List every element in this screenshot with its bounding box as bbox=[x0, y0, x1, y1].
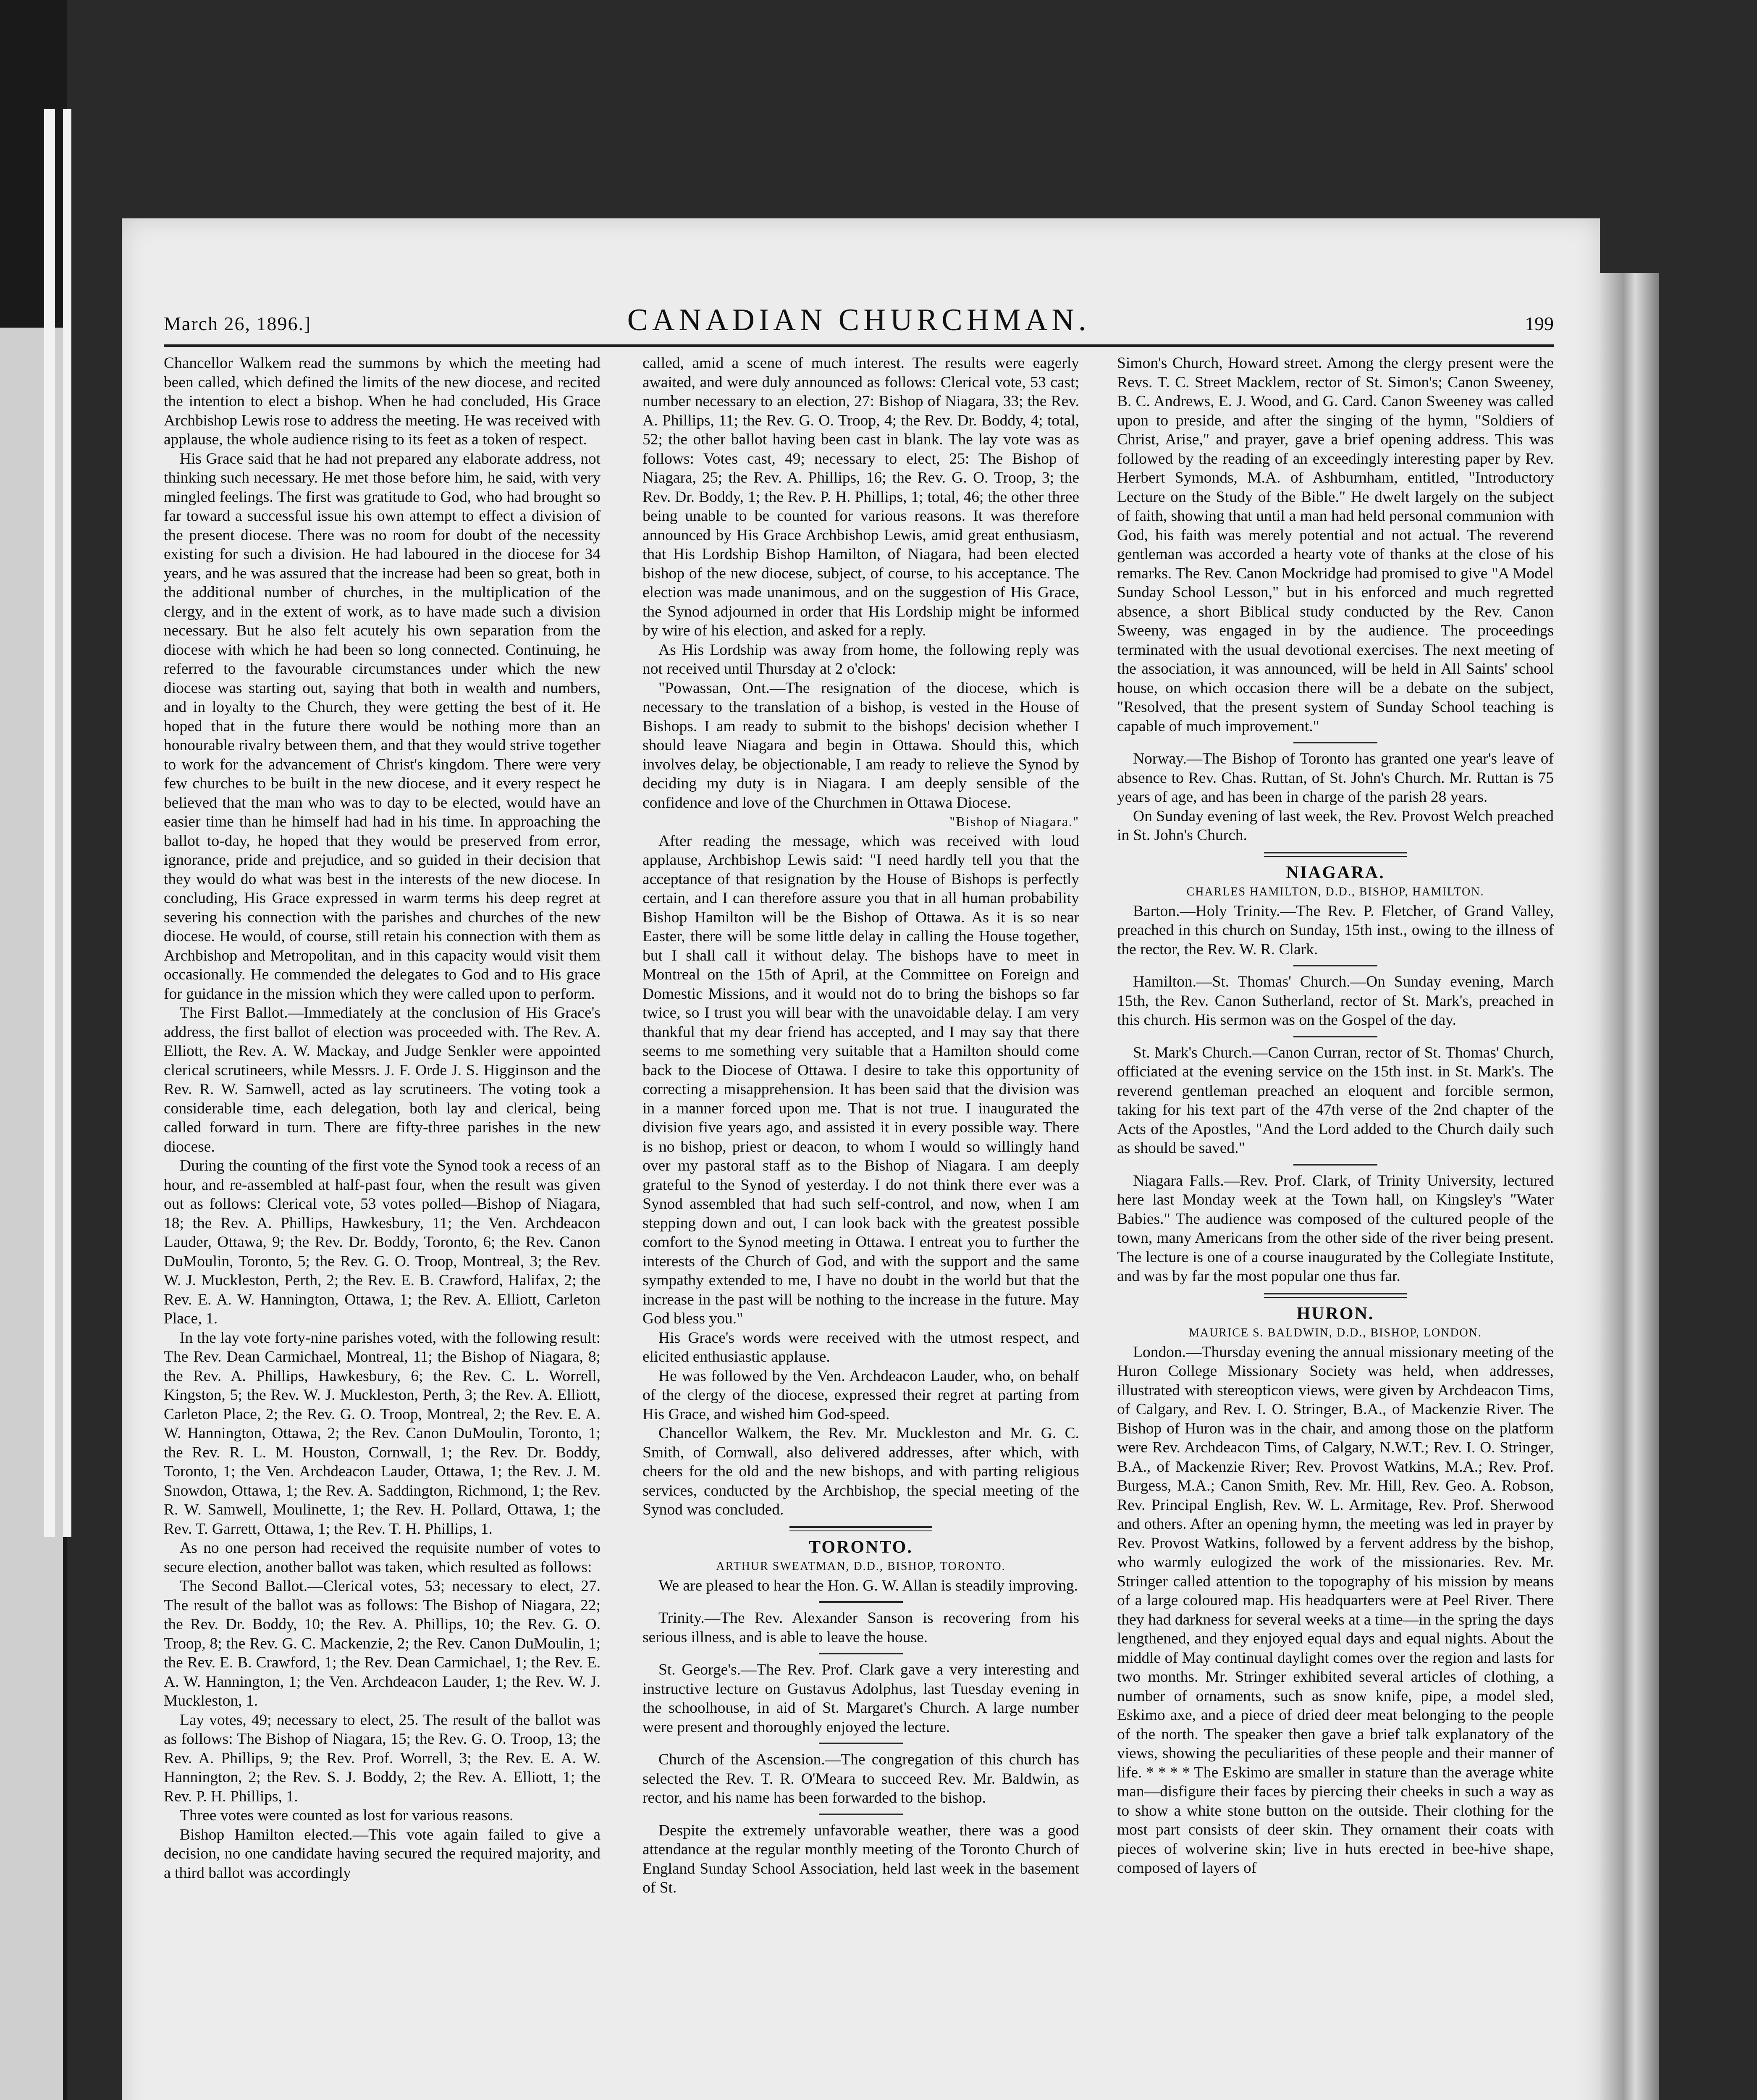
page-stack-edge bbox=[1600, 273, 1659, 2100]
news-item: Norway.—The Bishop of Toronto has granted one year's leave of absence to Rev. Chas. Ruttan, of St. John's Church. Mr. Ruttan is 75 years of age, and has been in charge of the parish 28 years. bbox=[1117, 750, 1554, 806]
news-item: St. Mark's Church.—Canon Curran, rector of St. Thomas' Church, officiated at the evening service on the 15th inst. in St. Mark's. The reverend gentleman preached an eloquent and forcible sermon, taking for his text part of the 47th verse of the 2nd chapter of the Acts of the Apostles, "And the Lord added to the Church daily such as should be saved." bbox=[1117, 1044, 1554, 1157]
article-paragraph: Simon's Church, Howard street. Among the clergy present were the Revs. T. C. Street Macklem, rector of St. Simon's; Canon Sweeney, B. C. Andrews, E. J. Wood, and G. Card. Canon Sweeney was called upon to preside, and after the singing of the hymn, "Soldiers of Christ, Arise," and prayer, gave a brief opening address. This was followed by the reading of an exceedingly interesting paper by Rev. Herbert Symonds, M.A. of Ashburnham, entitled, "Introductory Lecture on the Study of the Bible." He dwelt largely on the subject of faith, showing that until a man had held personal communion with God, his faith was merely potential and not actual. The reverend gentleman was accorded a hearty vote of thanks at the close of his remarks. The Rev. Canon Mockridge had promised to give "A Model Sunday School Lesson," but in his enforced and much regretted absence, a short Biblical study conducted by the Rev. Canon Sweeny, was engaged in by the audience. The proceedings terminated with the usual devotional exercises. The next meeting of the association, it was announced, will be held in All Saints' school house, on which occasion there will be a debate on the subject, "Resolved, that the present system of Sunday School teaching is capable of much improvement." bbox=[1117, 354, 1554, 735]
item-divider bbox=[819, 1653, 903, 1654]
page-number: 199 bbox=[1525, 313, 1554, 334]
article-paragraph: As no one person had received the requisite number of votes to secure election, another ballot was taken, which resulted as follows: bbox=[164, 1539, 601, 1576]
news-item: On Sunday evening of last week, the Rev. Provost Welch preached in St. John's Church. bbox=[1117, 807, 1554, 844]
article-paragraph: After reading the message, which was received with loud applause, Archbishop Lewis said: "I need hardly tell you that the acceptance of that resignation by the House of Bishops is perfectly certain, and I can therefore assure you that in all human probability Bishop Hamilton will be the Bishop of Ottawa. As it is so near Easter, there will be some little delay in calling the House together, but I shall call it without delay. The bishops have to meet in Montreal on the 15th of April, at the Committee on Foreign and Domestic Missions, and it would not do to bring the bishops so far twice, so I trust you will bear with the unavoidable delay. I am very thankful that my dear friend has accepted, and I may say that there seems to me something very suitable that a Hamilton should come back to the Diocese of Ottawa. I desire to take this opportunity of correcting a misapprehension. It has been said that the division was in a manner forced upon me. That is not true. I inaugurated the division five years ago, and assisted it in every possible way. There is no bishop, priest or deacon, to whom I would so willingly hand over my pastoral staff as to the Bishop of Niagara. I am deeply grateful to the Synod of yesterday. I do not think there ever was a Synod assembled that had such self-control, and now, when I am stepping down and out, I can look back with the greatest possible comfort to the Synod meeting in Ottawa. I entreat you to further the interests of the Church of God, and with the support and the same sympathy extended to me, I have no doubt in the world but that the increase in the past will be nothing to the increase in the future. May God bless you." bbox=[642, 832, 1079, 1327]
masthead-title: CANADIAN CHURCHMAN. bbox=[627, 303, 1091, 337]
section-divider bbox=[789, 1526, 932, 1531]
page-header bbox=[164, 302, 1554, 340]
newspaper-page bbox=[122, 218, 1600, 2100]
section-heading-huron: HURON. bbox=[1296, 1304, 1374, 1323]
section-bishop-line: ARTHUR SWEATMAN, D.D., BISHOP, TORONTO. bbox=[716, 1560, 1006, 1573]
column-2 bbox=[642, 354, 1079, 2100]
item-divider bbox=[819, 1814, 903, 1815]
item-divider bbox=[1293, 742, 1377, 743]
item-divider bbox=[1293, 1164, 1377, 1166]
telegram-paragraph: "Powassan, Ont.—The resignation of the diocese, which is necessary to the translation of a bishop, is vested in the House of Bishops. I am ready to submit to the bishops' decision whether I should leave Niagara and begin in Ottawa. Should this, which involves delay, be objectionable, I am ready to relieve the Synod by deciding my duty is in Niagara. I am deeply sensible of the confidence and love of the Churchmen in Ottawa Diocese. bbox=[642, 679, 1079, 811]
article-paragraph: Lay votes, 49; necessary to elect, 25. The result of the ballot was as follows: The Bishop of Niagara, 15; the Rev. G. O. Troop, 13; the Rev. A. Phillips, 9; the Rev. Prof. Worrell, 3; the Rev. E. A. W. Hannington, 2; the Rev. S. J. Boddy, 2; the Rev. A. Elliott, 1; the Rev. P. H. Phillips, 1. bbox=[164, 1711, 601, 1805]
gutter-stripe bbox=[63, 109, 71, 1537]
news-item: Hamilton.—St. Thomas' Church.—On Sunday evening, March 15th, the Rev. Canon Sutherland, rector of St. Mark's, preached in this church. His sermon was on the Gospel of the day. bbox=[1117, 973, 1554, 1029]
item-divider bbox=[1293, 1036, 1377, 1037]
telegram-signature: "Bishop of Niagara." bbox=[949, 814, 1079, 829]
section-heading-toronto: TORONTO. bbox=[809, 1537, 913, 1557]
section-divider bbox=[1264, 852, 1407, 857]
news-item: Church of the Ascension.—The congregation of this church has selected the Rev. T. R. O'Meara to succeed Rev. Mr. Baldwin, as rector, and his name has been forwarded to the bishop. bbox=[642, 1751, 1079, 1806]
section-bishop-line: MAURICE S. BALDWIN, D.D., BISHOP, LONDON. bbox=[1188, 1326, 1482, 1339]
section-divider bbox=[1264, 1293, 1407, 1298]
article-paragraph: He was followed by the Ven. Archdeacon Lauder, who, on behalf of the clergy of the diocese, expressed their regret at parting from His Grace, and wished him God-speed. bbox=[642, 1367, 1079, 1423]
article-paragraph: During the counting of the first vote the Synod took a recess of an hour, and re-assembled at half-past four, when the result was given out as follows: Clerical vote, 53 votes polled—Bishop of Niagara, 18; the Rev. A. Phillips, Hawkesbury, 11; the Ven. Archdeacon Lauder, Ottawa, 9; the Rev. Dr. Boddy, Toronto, 6; the Rev. Canon DuMoulin, Toronto, 5; the Rev. G. O. Troop, Montreal, 3; the Rev. W. J. Muckleston, Perth, 2; the Rev. E. B. Crawford, Halifax, 2; the Rev. E. A. W. Hannington, Ottawa, 1; the Rev. A. Elliott, Carleton Place, 1. bbox=[164, 1157, 601, 1327]
news-item: Despite the extremely unfavorable weather, there was a good attendance at the regular monthly meeting of the Toronto Church of England Sunday School Association, held last week in the basement of St. bbox=[642, 1822, 1079, 1896]
gutter-stripe bbox=[44, 109, 55, 1537]
column-3 bbox=[1117, 354, 1554, 2100]
article-paragraph: called, amid a scene of much interest. The results were eagerly awaited, and were duly announced as follows: Clerical vote, 53 cast; number necessary to an election, 27: Bishop of Niagara, 33; the Rev. A. Phillips, 11; the Rev. G. O. Troop, 4; the Rev. Dr. Boddy, 4; total, 52; the other ballot having been cast in blank. The lay vote was as follows: Votes cast, 49; necessary to elect, 25: The Bishop of Niagara, 25; the Rev. A. Phillips, 16; the Rev. G. O. Troop, 3; the Rev. Dr. Boddy, 1; the Rev. P. H. Phillips, 1; total, 46; the other three being unable to be counted for various reasons. It was therefore announced by His Grace Archbishop Lewis, amid great enthusiasm, that His Lordship Bishop Hamilton, of Niagara, had been elected bishop of the new diocese, subject, of course, to his acceptance. The election was made unanimous, and on the suggestion of His Grace, the Synod adjourned in order that His Lordship might be informed by wire of his election, and asked for a reply. bbox=[642, 354, 1079, 639]
article-paragraph: Three votes were counted as lost for various reasons. bbox=[180, 1807, 514, 1824]
item-divider bbox=[819, 1601, 903, 1603]
news-item: Barton.—Holy Trinity.—The Rev. P. Fletcher, of Grand Valley, preached in this church on Sunday, 15th inst., owing to the illness of the rector, the Rev. W. R. Clark. bbox=[1117, 902, 1554, 958]
article-paragraph: Chancellor Walkem, the Rev. Mr. Muckleston and Mr. G. C. Smith, of Cornwall, also delivered addresses, after which, with cheers for the old and the new bishops, and with parting religious services, conducted by the Archbishop, the special meeting of the Synod was concluded. bbox=[642, 1425, 1079, 1518]
article-paragraph: The First Ballot.—Immediately at the conclusion of His Grace's address, the first ballot of election was proceeded with. The Rev. A. Elliott, the Rev. A. W. Mackay, and Judge Senkler were appointed clerical scrutineers, while Messrs. J. F. Orde J. S. Higginson and the Rev. R. W. Samwell, acted as lay scrutineers. The voting took a considerable time, each delegation, both lay and clerical, being called forward in turn. There are fifty-three parishes in the new diocese. bbox=[164, 1004, 601, 1155]
column-1 bbox=[164, 354, 601, 2100]
news-item: St. George's.—The Rev. Prof. Clark gave a very interesting and instructive lecture on Gustavus Adolphus, last Tuesday evening in the schoolhouse, in aid of St. Margaret's Church. A large number were present and thoroughly enjoyed the lecture. bbox=[642, 1661, 1079, 1736]
header-rule bbox=[164, 344, 1554, 347]
news-item: London.—Thursday evening the annual missionary meeting of the Huron College Missionary Society was held, when addresses, illustrated with stereopticon views, were given by Archdeacon Tims, of Calgary, and Rev. I. O. Stringer, B.A., of Mackenzie River. The Bishop of Huron was in the chair, and among those on the platform were Rev. Archdeacon Tims, of Calgary, N.W.T.; Rev. I. O. Stringer, B.A., of Mackenzie River; Rev. Provost Watkins, M.A.; Rev. Prof. Burgess, M.A.; Canon Smith, Rev. Mr. Hill, Rev. Geo. A. Robson, Rev. Principal English, Rev. W. L. Armitage, Rev. Prof. Sherwood and others. After an opening hymn, the meeting was led in prayer by Rev. Provost Watkins, followed by a fervent address by the bishop, who warmly eulogized the work of the missionaries. Rev. Mr. Stringer called attention to the topography of his mission by means of a large coloured map. His headquarters were at Peel River. There they had darkness for several weeks at a time—in the spring the days lengthened, and they enjoyed equal days and equal nights. About the middle of May continual daylight comes over the region and lasts for two months. Mr. Stringer exhibited several articles of clothing, a number of ornaments, such as snow knife, pipe, a model sled, Eskimo axe, and a piece of dried deer meat belonging to the people of the north. The speaker then gave a brief talk explanatory of the views, showing the peculiarities of these people and their manner of life. * * * * The Eskimo are smaller in stature than the average white man—disfigure their faces by piercing their cheeks in such a way as to show a white stone button on the outside. Their clothing for the most part consists of deer skin. They ornament their coats with pieces of wolverine skin; live in huts erected in bee-hive shape, composed of layers of bbox=[1117, 1343, 1554, 1877]
section-bishop-line: CHARLES HAMILTON, D.D., BISHOP, HAMILTON. bbox=[1186, 885, 1484, 898]
news-item: Trinity.—The Rev. Alexander Sanson is recovering from his serious illness, and is able to leave the house. bbox=[642, 1609, 1079, 1646]
news-item: Niagara Falls.—Rev. Prof. Clark, of Trinity University, lectured here last Monday week at the Town hall, on Kingsley's "Water Babies." The audience was composed of the cultured people of the town, many Americans from the other side of the river being present. The lecture is one of a course inaugurated by the Collegiate Institute, and was by far the most popular one thus far. bbox=[1117, 1172, 1554, 1285]
article-paragraph: His Grace's words were received with the utmost respect, and elicited enthusiastic applause. bbox=[642, 1329, 1079, 1365]
article-paragraph: In the lay vote forty-nine parishes voted, with the following result: The Rev. Dean Carmichael, Montreal, 11; the Bishop of Niagara, 8; the Rev. A. Phillips, Hawkesbury, 6; the Rev. C. L. Worrell, Kingston, 5; the Rev. W. J. Muckleston, Perth, 3; the Rev. A. Elliott, Carleton Place, 2; the Rev. G. O. Troop, Montreal, 2; the Rev. E. A. W. Hannington, Ottawa, 2; the Rev. Canon DuMoulin, Toronto, 1; the Rev. R. L. M. Houston, Cornwall, 1; the Rev. Dr. Boddy, Toronto, 1; the Ven. Archdeacon Lauder, Ottawa, 1; the Rev. J. M. Snowdon, Ottawa, 1; the Rev. A. Saddington, Richmond, 1; the Rev. R. W. Samwell, Moulinette, 1; the Rev. H. Pollard, Ottawa, 1; the Rev. T. Garrett, Ottawa, 1; the Rev. T. H. Phillips, 1. bbox=[164, 1329, 601, 1538]
item-divider bbox=[819, 1743, 903, 1744]
article-paragraph: As His Lordship was away from home, the following reply was not received until Thursday at 2 o'clock: bbox=[642, 641, 1079, 677]
section-heading-niagara: NIAGARA. bbox=[1286, 863, 1385, 882]
issue-date: March 26, 1896.] bbox=[164, 313, 312, 334]
news-item: We are pleased to hear the Hon. G. W. Allan is steadily improving. bbox=[658, 1577, 1078, 1594]
article-paragraph: Bishop Hamilton elected.—This vote again failed to give a decision, no one candidate having secured the required majority, and a third ballot was accordingly bbox=[164, 1826, 601, 1882]
article-paragraph: The Second Ballot.—Clerical votes, 53; necessary to elect, 27. The result of the ballot was as follows: The Bishop of Niagara, 22; the Rev. Dr. Boddy, 10; the Rev. A. Phillips, 10; the Rev. G. O. Troop, 8; the Rev. G. C. Mackenzie, 2; the Rev. Canon DuMoulin, 1; the Rev. E. B. Crawford, 1; the Rev. Dean Carmichael, 1; the Rev. E. A. W. Hannington, 1; the Ven. Archdeacon Lauder, 1; the Rev. W. J. Muckleston, 1. bbox=[164, 1578, 601, 1709]
article-paragraph: His Grace said that he had not prepared any elaborate address, not thinking such necessary. He met those before him, he said, with very mingled feelings. The first was gratitude to God, who had brought so far toward a successful issue his own attempt to effect a division of the present diocese. There was no room for doubt of the necessity existing for such a division. He had laboured in the diocese for 34 years, and he was assured that the increase had been so great, both in the additional number of churches, in the multiplication of the clergy, and in the extent of work, as to have made such a division necessary. But he also felt acutely his own separation from the diocese with which he had been so long connected. Continuing, he referred to the favourable circumstances under which the new diocese was starting out, saying that both in wealth and numbers, and in loyalty to the Church, they were getting the best of it. He hoped that in the future there would be nothing more than an honourable rivalry between them, and that they would strive together to work for the advancement of Christ's kingdom. There were very few churches to be built in the new diocese, and it every respect he believed that the man who was to day to be elected, would have an easier time than he himself had had in his time. In approaching the ballot to-day, he hoped that they would be preserved from error, ignorance, pride and prejudice, and so guided in their decision that they would do what was best in the interests of the new diocese. In concluding, His Grace expressed in warm terms his deep regret at severing his connection with the parishes and churches of the new diocese. He would, of course, still retain his connection with them as Archbishop and Metropolitan, and in this capacity would visit them occasionally. He commended the delegates to God and to His grace for guidance in the mission which they were called upon to perform. bbox=[164, 450, 601, 1003]
item-divider bbox=[1293, 965, 1377, 966]
article-paragraph: Chancellor Walkem read the summons by which the meeting had been called, which defined the limits of the new diocese, and recited the intention to elect a bishop. When he had concluded, His Grace Archbishop Lewis rose to address the meeting. He was received with applause, the whole audience rising to its feet as a token of respect. bbox=[164, 354, 601, 448]
